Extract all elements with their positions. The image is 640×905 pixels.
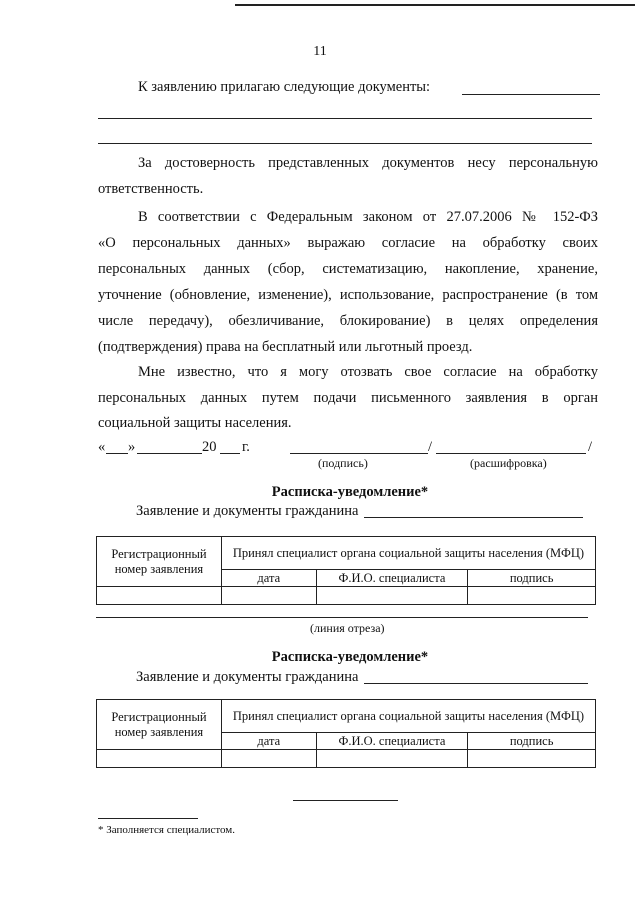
receipt-2-subtitle: Заявление и документы гражданина — [136, 669, 359, 685]
date-day-blank — [106, 453, 128, 454]
responsibility-line-1: За достоверность представленных документов несу персональную — [138, 155, 598, 171]
receipt-1-col-date: дата — [221, 570, 316, 587]
date-quote-open: « — [98, 439, 106, 455]
date-year-prefix: 20 — [202, 439, 217, 455]
revoke-line-2: персональных данных путем подачи письменного заявления в орган — [98, 390, 598, 406]
receipt-1-cell-fio[interactable] — [316, 587, 468, 605]
date-month-blank — [137, 453, 202, 454]
receipt-2-cell-date[interactable] — [221, 750, 316, 768]
receipt-1-subtitle: Заявление и документы гражданина — [136, 503, 359, 519]
receipt-1-col-accepted: Принял специалист органа социальной защиты населения (МФЦ) — [221, 537, 595, 570]
receipt-2-col-sign: подпись — [468, 733, 596, 750]
footnote-rule — [98, 818, 198, 819]
page-number: 11 — [313, 44, 327, 59]
attach-blank-3 — [98, 143, 592, 144]
footnote: * Заполняется специалистом. — [98, 824, 236, 836]
consent-line-1: В соответствии с Федеральным законом от 27.07.2006 № 152-ФЗ — [138, 209, 598, 225]
receipt-2-cell-sign[interactable] — [468, 750, 596, 768]
signature-caption: (подпись) — [318, 456, 368, 470]
decoding-blank — [436, 453, 586, 454]
receipt-1-citizen-blank — [364, 517, 583, 518]
receipt-1-col-sign: подпись — [468, 570, 596, 587]
receipt-2-col-reg: Регистрационный номер заявления — [97, 700, 222, 750]
consent-line-2: «О персональных данных» выражаю согласие на обработку своих — [98, 235, 598, 251]
receipt-2-citizen-blank — [364, 683, 588, 684]
date-year-blank — [220, 453, 240, 454]
decoding-caption: (расшифровка) — [470, 456, 547, 470]
header-rule — [235, 4, 635, 6]
attach-blank-1 — [462, 94, 600, 95]
receipt-2-table — [96, 699, 596, 768]
receipt-2-cell-reg[interactable] — [97, 750, 222, 768]
signature-slash-1: / — [428, 439, 433, 455]
consent-line-6: (подтверждения) права на бесплатный или льготный проезд. — [98, 339, 473, 355]
responsibility-line-2: ответственность. — [98, 181, 204, 197]
receipt-2-col-date: дата — [221, 733, 316, 750]
signature-slash-2: / — [588, 439, 593, 455]
receipt-2-cell-fio[interactable] — [316, 750, 468, 768]
consent-line-3: персональных данных (сбор, систематизацию, накопление, хранение, — [98, 261, 598, 277]
signature-blank — [290, 453, 428, 454]
receipt-2-col-fio: Ф.И.О. специалиста — [316, 733, 468, 750]
cut-line — [96, 617, 588, 618]
revoke-line-3: социальной защиты населения. — [98, 415, 292, 431]
receipt-2-col-accepted: Принял специалист органа социальной защиты населения (МФЦ) — [221, 700, 595, 733]
receipt-1-col-fio: Ф.И.О. специалиста — [316, 570, 468, 587]
date-year-suffix: г. — [242, 439, 250, 455]
receipt-1-title: Расписка-уведомление* — [271, 484, 429, 500]
attach-label: К заявлению прилагаю следующие документы: — [138, 79, 431, 95]
receipt-2-title: Расписка-уведомление* — [271, 649, 429, 665]
consent-line-4: уточнение (обновление, изменение), использование, распространение (в том — [98, 287, 598, 303]
revoke-line-1: Мне известно, что я могу отозвать свое согласие на обработку — [138, 364, 598, 380]
receipt-1-cell-date[interactable] — [221, 587, 316, 605]
receipt-1-cell-sign[interactable] — [468, 587, 596, 605]
end-separator — [293, 800, 398, 801]
consent-line-5: числе передачу), обезличивание, блокирование) в целях определения — [98, 313, 598, 329]
receipt-1-table — [96, 536, 596, 605]
receipt-1-cell-reg[interactable] — [97, 587, 222, 605]
attach-blank-2 — [98, 118, 592, 119]
receipt-1-col-reg: Регистрационный номер заявления — [97, 537, 222, 587]
cut-line-caption: (линия отреза) — [310, 621, 385, 635]
date-quote-close: » — [128, 439, 136, 455]
